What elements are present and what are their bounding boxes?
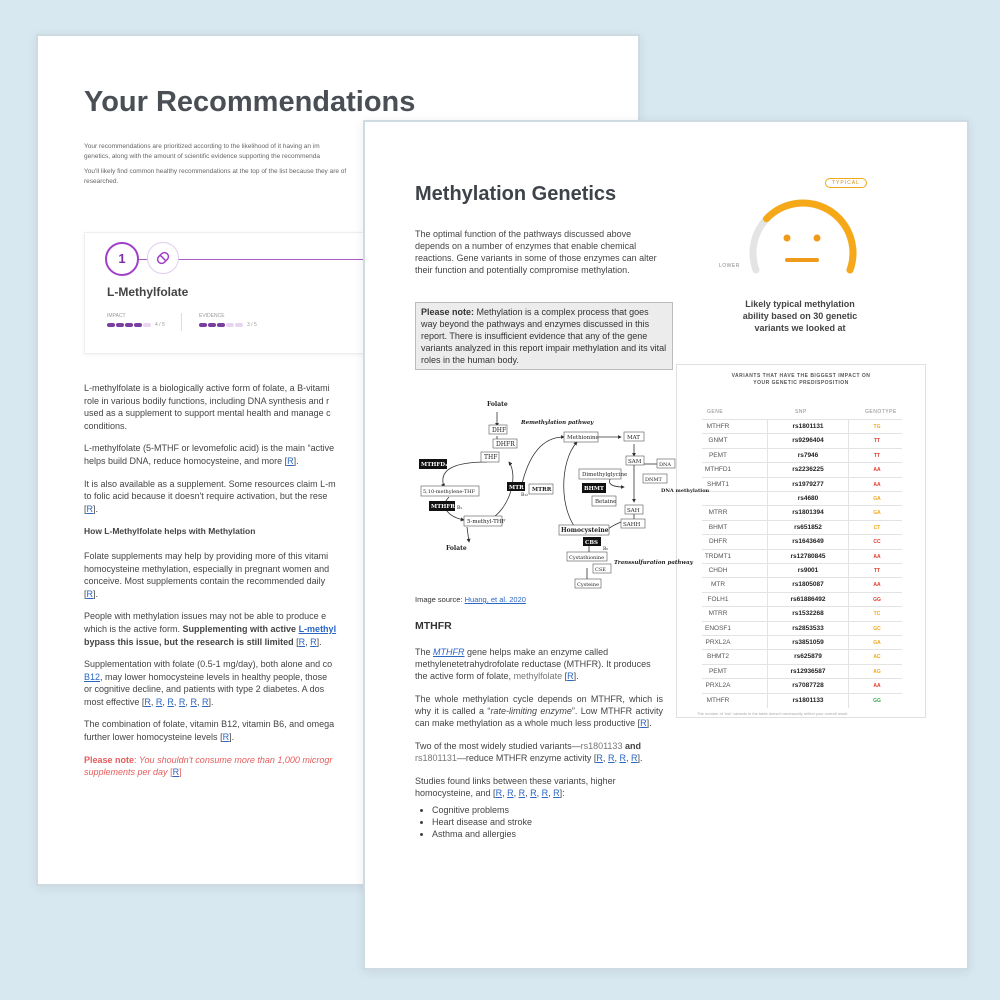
table-row [702,520,902,535]
text: rs1801133 [580,741,623,751]
paragraph: L-methylfolate (5-MTHF or levomefolic acid) is the main “active helps build DNA, reduce homocysteine, and more [R]. [84,443,335,466]
gene-cell: MTR [710,581,726,589]
lower-label: LOWER [719,263,740,269]
table-row [702,577,902,592]
gene-cell: SHMT1 [706,480,730,488]
column-headers [677,409,925,417]
diagram-label: Remethylation pathway [521,420,594,426]
evidence-metric [199,313,257,329]
diagram-label: SAM [628,459,642,465]
genotype-cell: AA [873,683,881,690]
paragraph: The whole methylation cycle depends on MTHFR, which is why it is called a “rate-limiting enzyme”. Low MTHFR activity can make methylation as a whole much less productive [R]. [415,694,663,728]
text-line: to folic acid because it doesn't require activation, but the rese [84,491,328,502]
text-line: Supplementation with folate (0.5-1 mg/day), both alone and co [84,659,333,670]
score-dot [143,323,151,327]
diagram-label: Homocysteine [561,527,609,534]
face-eye-icon [814,235,821,242]
diagram-label: MTHFR [431,504,455,510]
text: rate-limiting enzyme [490,706,572,716]
diagram-label: THF [484,454,498,461]
variants-panel [676,364,926,718]
diagram-label: MTHFD₁ [421,462,448,468]
typical-badge: TYPICAL [825,178,867,188]
table-row [702,477,902,492]
snp-cell: rs1801394 [767,506,849,520]
snp-cell: rs1801133 [767,694,849,708]
impact-dots [107,323,152,329]
text-line: People with methylation issues may not be able to produce e [84,611,327,622]
note-label: Please note: [421,307,475,317]
diagram-label: SAH [627,508,640,514]
evidence-score: 3 / 5 [247,322,257,328]
reference-link[interactable]: R [155,696,163,707]
gene-cell: MTRR [708,610,728,618]
image-source-link[interactable]: Huang, et al. 2020 [464,595,526,604]
table-row [702,592,902,607]
gene-cell: TRDMT1 [704,552,732,560]
snp-cell: rs61886492 [767,593,849,607]
reference-link[interactable]: R [201,696,209,707]
rank-badge: 1 [105,242,139,276]
text-line: L-methylfolate (5-MTHF or levomefolic acid) is the main “active [84,443,335,454]
table-row [702,664,902,679]
reference-link[interactable]: R [167,696,174,707]
gene-cell: BHMT [708,523,728,531]
reference-link[interactable]: R [178,696,186,707]
diagram-label: Methionine [567,435,599,441]
score-dot [208,323,216,327]
gene-cell: PRXL2A [705,639,731,646]
genotype-cell: GC [873,625,881,632]
genotype-cell: GA [873,496,881,502]
methylation-genetics-page [363,120,969,970]
genotype-cell: GA [873,510,881,517]
diagram-label: DNMT [645,477,662,483]
impact-label: IMPACT [107,313,126,319]
snp-cell: rs1532268 [767,607,849,621]
snp-cell: rs4680 [767,492,849,506]
impact-metric [107,313,165,329]
evidence-label: EVIDENCE [199,313,225,319]
diagram-label: DNA [659,462,671,468]
warning-note: Please note: You shouldn't consume more than 1,000 microgr supplements per day [R] [84,754,333,778]
image-source [415,595,526,604]
face-eye-icon [784,235,791,242]
snp-cell: rs2853533 [767,622,849,636]
genotype-cell: AG [873,668,881,675]
text: methylfolate [513,671,563,681]
gene-cell: MTHFR [706,423,730,430]
diagram-label: 5-methyl-THF [467,519,506,525]
paragraph: People with methylation issues may not be able to produce e which is the active form. Supplementing with active L-methyl bypass this issue, but the research is still limited [R, R]. [84,611,337,647]
reference-link[interactable]: R [596,753,603,763]
diagram-label: Cysteine [577,582,599,588]
snp-cell: rs7087728 [767,679,849,693]
gene-cell: PEMT [708,451,728,459]
note-text: You shouldn't consume more than 1,000 microgr [139,754,333,765]
genotype-cell: TG [873,424,881,430]
reference-link[interactable]: R [495,788,503,798]
text-line: which is the active form. [84,623,183,634]
score-dot [199,323,207,327]
table-row [702,563,902,578]
table-row [702,505,902,520]
note-box [415,302,673,370]
paragraph: Studies found links between these variants, higher homocysteine, and [R, R, R, R, R, R]: [415,776,616,798]
text: and [622,741,641,751]
diagram-label: Dimethylglycine [582,472,628,478]
score-dot [125,323,133,327]
diagram-label: MTR [509,485,524,491]
snp-cell: rs9296404 [767,434,849,448]
b12-link[interactable]: B12 [84,671,101,682]
recommendation-name: L-Methylfolate [107,285,189,299]
genotype-cell: AA [873,481,881,488]
recommendation-body [84,382,384,789]
reference-link[interactable]: R [640,718,647,728]
reference-link[interactable]: R [287,455,294,466]
text: The [415,647,434,657]
text-line: further lower homocysteine levels [84,732,221,743]
intro-line: researched. [84,177,119,185]
table-row [702,448,902,463]
section-heading: MTHFR [415,620,452,632]
snp-cell: rs1801131 [767,420,849,434]
bold-text: Supplementing with active [182,623,299,634]
text-line: most effective [84,696,142,707]
diagram-label: Folate [487,401,508,408]
diagram-label: MAT [627,435,640,441]
diagram-label: DNA methylation [661,488,710,494]
l-methylfolate-link[interactable]: L-methyl [298,623,337,634]
reference-link[interactable]: R [172,767,180,778]
condition-list [415,804,663,840]
pill-icon [147,242,179,274]
diagram-label: Betaine [595,499,617,505]
reference-link[interactable]: R [86,503,94,514]
intro-paragraph: The optimal function of the pathways discussed above depends on a number of enzymes that enable chemical reactions. Gene variants in some of those enzymes can alter their function and potentially compromise methylation. [415,229,657,275]
list-item: • Asthma and allergies [432,828,663,840]
col-snp: SNP [795,409,807,415]
text-line: , may lower homocysteine levels in healthy people, those [100,671,328,682]
col-genotype: GENOTYPE [865,409,897,415]
table-row [702,462,902,477]
genotype-cell: AC [873,654,881,661]
text-line: conceive. Most supplements contain the recommended daily [84,576,326,587]
reference-link[interactable]: R [553,788,560,798]
snp-cell: rs625879 [767,650,849,664]
metric-divider [181,313,182,331]
diagram-label: DHFR [496,441,515,448]
score-dot [134,323,142,327]
gene-cell: GNMT [708,437,728,445]
genotype-cell: CC [873,539,881,546]
table-row [702,549,902,564]
text-line: conditions. [84,420,128,431]
panel-footnote: The number of 'risk' variants in the table doesn't necessarily reflect your overall result [697,711,848,716]
score-dot [107,323,115,327]
paragraph: It is also available as a supplement. Some resources claim L-m to folic acid because it doesn't require activation, but the rese [R]. [84,478,336,514]
diagram-label: 5,10-methylene-THF [423,489,475,495]
genotype-cell: GG [873,697,881,704]
diagram-label: BHMT [584,486,605,492]
list-item: • Heart disease and stroke [432,816,663,828]
genotype-cell: GG [873,596,881,603]
genotype-cell: GA [873,640,881,646]
genotype-cell: TC [873,611,881,618]
methylation-gauge [743,178,863,298]
intro-line: genetics, along with the amount of scientific evidence supporting the recommenda [84,152,320,160]
genotype-cell: AA [873,582,881,589]
snp-cell: rs12780845 [767,550,849,564]
snp-cell: rs12936587 [767,665,849,679]
panel-title: VARIANTS THAT HAVE THE BIGGEST IMPACT ON YOUR GENETIC PREDISPOSITION [731,373,871,386]
text: rs1801131 [415,753,457,763]
score-dot [235,323,243,327]
intro-line: You'll likely find common healthy recommendations at the top of the list because they are of [84,168,347,175]
note-text: Methylation is a complex process that goes way beyond the pathways and enzymes discussed in this report. There is insufficient evidence that any of the gene variants analyzed in this report impair methylation and its vital roles in the human body. [421,307,667,365]
gene-cell: FOLH1 [707,595,729,603]
table-row [702,433,902,448]
gene-cell: MTHFD1 [704,466,732,474]
table-row [702,491,902,506]
gene-cell: PEMT [708,667,728,675]
text: ”. Low MTHFR activity can make methylation as a whole much less productive [415,706,663,728]
diagram-label: CSE [595,567,606,573]
snp-cell: rs7946 [767,449,849,463]
snp-cell: rs3851059 [767,636,849,650]
snp-cell: rs9001 [767,564,849,578]
gene-cell: CHDH [708,567,728,574]
paragraph: Two of the most widely studied variants—rs1801133 and rs1801131—reduce MTHFR enzyme activity [R, R, R, R]. [415,741,643,763]
diagram-label: MTRR [532,487,552,493]
diagram-label: B₁₂ [521,493,528,498]
diagram-label: CBS [585,540,598,546]
text-line: role in various bodily functions, including DNA synthesis and r [84,395,330,406]
genotype-cell: TT [873,568,881,574]
text-line: It is also available as a supplement. Some resources claim L-m [84,478,336,489]
reference-link[interactable]: R [530,788,537,798]
genotype-cell: TT [873,438,881,445]
methylation-pathway-diagram [409,392,710,597]
text-line: used as a supplement to support mental health and manage c [84,408,331,419]
paragraph: The combination of folate, vitamin B12, vitamin B6, and omega further lower homocysteine levels [R]. [84,719,335,743]
reference-link[interactable]: R [507,788,514,798]
score-dot [217,323,225,327]
text: Two of the most widely studied variants— [415,741,581,751]
text-line: homocysteine methylation, especially in pregnant women and [84,563,330,574]
mthfr-body [415,646,663,840]
page-title: Your Recommendations [84,86,416,118]
mthfr-gene-link[interactable]: MTHFR [433,647,465,657]
list-item: • Cognitive problems [432,804,663,816]
source-label: Image source: [415,595,465,604]
text-line: or cognitive decline, and patients with type 2 diabetes. A dos [84,684,325,695]
reference-link[interactable]: R [541,788,549,798]
snp-cell: rs2236225 [767,463,849,477]
snp-cell: rs1979277 [767,478,849,492]
note-text: supplements per day [84,767,168,778]
reference-link[interactable]: R [607,753,615,763]
text: The whole methylation cycle depends on MTHFR, which is why it is called a “ [415,694,663,716]
gene-cell: PRXL2A [705,682,731,690]
col-gene: GENE [707,409,724,415]
table-row [702,693,902,708]
gene-cell: MTRR [708,509,728,517]
reference-link[interactable]: R [518,788,526,798]
paragraph: Folate supplements may help by providing more of this vitami homocysteine methylation, especially in pregnant women and conceive. Most supplements contain the recommended daily [R]. [84,550,330,599]
note-label: Please note [84,754,135,765]
text-line: L-methylfolate is a biologically active form of folate, a B-vitami [84,383,330,393]
reference-link[interactable]: R [630,753,638,763]
reference-link[interactable]: R [298,636,306,647]
gene-cell: BHMT2 [706,653,730,661]
gene-cell: ENOSF1 [704,624,731,632]
gauge-summary: Likely typical methylation ability based on 30 genetic variants we looked at [742,299,858,333]
snp-cell: rs1805087 [767,578,849,592]
gene-cell: DHFR [708,538,728,546]
diagram-label: SAHH [623,522,641,528]
reference-link[interactable]: R [567,671,574,681]
genotype-cell: CT [873,524,881,531]
table-row [702,635,902,650]
reference-link[interactable]: R [144,696,151,707]
diagram-label: B₆ [603,547,609,552]
genotype-cell: AA [873,553,881,560]
bold-text: bypass this issue, but the research is still limited [84,636,294,647]
intro-line: Your recommendations are prioritized according to the likelihood of it having an im [84,143,320,150]
table-row [702,419,902,434]
genotype-cell: TT [873,452,881,459]
diagram-label: Folate [446,545,467,552]
face-mouth-icon [785,258,819,262]
score-dot [116,323,124,327]
page-title: Methylation Genetics [415,183,617,205]
gene-cell: MTHFR [706,696,730,704]
diagram-label: Cystathionine [569,555,605,561]
table-row [702,678,902,693]
reference-link[interactable]: R [310,636,317,647]
text: —reduce MTHFR enzyme activity [456,753,594,763]
text-line: helps build DNA, reduce homocysteine, and more [84,455,285,466]
text: Studies found links between these variants, higher homocysteine, and [415,776,616,798]
diagram-label: DHF [492,427,507,434]
reference-link[interactable]: R [86,588,94,599]
table-row [702,649,902,664]
reference-link[interactable]: R [619,753,626,763]
genotype-cell: AA [873,467,881,474]
paragraph [84,382,384,432]
reference-link[interactable]: R [222,732,230,743]
table-row [702,606,902,621]
diagram-label: B₂ [457,506,463,511]
diagram-label: Transsulfuration pathway [614,560,693,566]
reference-link[interactable]: R [190,696,197,707]
table-row [702,534,902,549]
paragraph: Supplementation with folate (0.5-1 mg/day), both alone and co B12, may lower homocysteine levels in healthy people, those or cognitive decline, and patients with type 2 diabetes. A dos most effective [R, R, R, R, R, R]. [84,659,333,707]
snp-cell: rs651852 [767,521,849,535]
evidence-dots [199,323,244,329]
section-heading: How L-Methylfolate helps with Methylation [84,526,256,537]
paragraph: The MTHFR gene helps make an enzyme called methylenetetrahydrofolate reductase (MTHFR). It produces the active form of folate, methylfolate [R]. [415,647,651,681]
text-line: Folate supplements may help by providing more of this vitami [84,550,329,561]
text: gene helps make an enzyme called methylenetetrahydrofolate reductase (MTHFR). It produces the active form of folate, [415,647,651,681]
snp-cell: rs1643649 [767,535,849,549]
table-row [702,621,902,636]
text-line: The combination of folate, vitamin B12, vitamin B6, and omega [84,719,335,730]
impact-score: 4 / 5 [155,322,165,328]
score-dot [226,323,234,327]
